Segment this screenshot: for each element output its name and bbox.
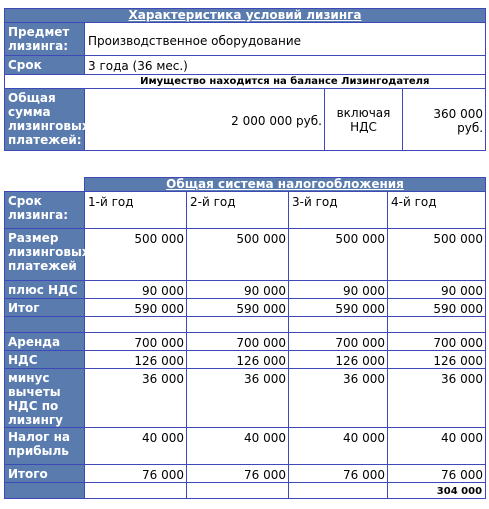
row-label-total: Итого xyxy=(5,465,85,483)
cell-plus-vat-y4: 90 000 xyxy=(388,281,486,299)
subject-value: Производственное оборудование xyxy=(85,23,486,56)
row-label-rent: Аренда xyxy=(5,333,85,351)
cell-profit-tax-y4: 40 000 xyxy=(388,428,486,465)
total-payments-value: 2 000 000 руб. xyxy=(85,89,325,151)
balance-note-spacer xyxy=(5,75,85,89)
table-row xyxy=(5,317,486,333)
cell-plus-vat-y1: 90 000 xyxy=(85,281,187,299)
grand-total-value: 304 000 xyxy=(388,483,486,499)
cell-rent-y4: 700 000 xyxy=(388,333,486,351)
cell-total-y1: 76 000 xyxy=(85,465,187,483)
subject-label: Предмет лизинга: xyxy=(5,23,85,56)
year-1-header: 1-й год xyxy=(85,192,187,229)
cell-vat-deduction-y4: 36 000 xyxy=(388,369,486,428)
cell-profit-tax-y2: 40 000 xyxy=(187,428,289,465)
cell-vat-y2: 126 000 xyxy=(187,351,289,369)
grand-total-spacer-3 xyxy=(289,483,388,499)
row-label-plus-vat: плюс НДС xyxy=(5,281,85,299)
lease-terms-table xyxy=(4,8,486,151)
table-row xyxy=(5,299,486,317)
cell-vat-y4: 126 000 xyxy=(388,351,486,369)
cell-empty-y2 xyxy=(187,317,289,333)
cell-rent-y3: 700 000 xyxy=(289,333,388,351)
cell-total-y2: 76 000 xyxy=(187,465,289,483)
grand-total-spacer-1 xyxy=(85,483,187,499)
term-value: 3 года (36 мес.) xyxy=(85,56,486,75)
table-row xyxy=(5,483,486,499)
vat-value: 360 000 руб. xyxy=(403,89,486,151)
row-label-profit-tax: Налог на прибыль xyxy=(5,428,85,465)
year-2-header: 2-й год xyxy=(187,192,289,229)
cell-rent-y2: 700 000 xyxy=(187,333,289,351)
lease-term-label: Срок лизинга: xyxy=(5,192,85,229)
cell-vat-deduction-y1: 36 000 xyxy=(85,369,187,428)
row-label-vat-deduction: минус вычеты НДС по лизингу xyxy=(5,369,85,428)
cell-subtotal-y1: 590 000 xyxy=(85,299,187,317)
total-payments-label: Общая сумма лизинговых платежей: xyxy=(5,89,85,151)
cell-payments-y1: 500 000 xyxy=(85,229,187,281)
cell-payments-y3: 500 000 xyxy=(289,229,388,281)
cell-vat-deduction-y3: 36 000 xyxy=(289,369,388,428)
table-row xyxy=(5,333,486,351)
row-label-payments: Размер лизинговых платежей xyxy=(5,229,85,281)
cell-payments-y4: 500 000 xyxy=(388,229,486,281)
balance-note: Имущество находится на балансе Лизингодателя xyxy=(85,75,486,89)
row-label-empty xyxy=(5,317,85,333)
cell-vat-y3: 126 000 xyxy=(289,351,388,369)
cell-vat-y1: 126 000 xyxy=(85,351,187,369)
cell-rent-y1: 700 000 xyxy=(85,333,187,351)
cell-payments-y2: 500 000 xyxy=(187,229,289,281)
table-row xyxy=(5,465,486,483)
table-row xyxy=(5,428,486,465)
cell-profit-tax-y1: 40 000 xyxy=(85,428,187,465)
year-3-header: 3-й год xyxy=(289,192,388,229)
row-label-subtotal: Итог xyxy=(5,299,85,317)
table-row xyxy=(5,369,486,428)
row-label-vat: НДС xyxy=(5,351,85,369)
tax-title-spacer xyxy=(5,178,85,192)
cell-profit-tax-y3: 40 000 xyxy=(289,428,388,465)
cell-vat-deduction-y2: 36 000 xyxy=(187,369,289,428)
tax-system-title: Общая система налогообложения xyxy=(85,178,486,192)
cell-empty-y1 xyxy=(85,317,187,333)
term-label: Срок xyxy=(5,56,85,75)
cell-total-y4: 76 000 xyxy=(388,465,486,483)
cell-plus-vat-y3: 90 000 xyxy=(289,281,388,299)
lease-terms-title: Характеристика условий лизинга xyxy=(5,9,486,23)
cell-subtotal-y3: 590 000 xyxy=(289,299,388,317)
table-row xyxy=(5,351,486,369)
vat-included-label: включая НДС xyxy=(325,89,403,151)
grand-total-spacer-2 xyxy=(187,483,289,499)
cell-total-y3: 76 000 xyxy=(289,465,388,483)
cell-empty-y3 xyxy=(289,317,388,333)
year-4-header: 4-й год xyxy=(388,192,486,229)
tax-system-table xyxy=(4,177,486,499)
cell-subtotal-y4: 590 000 xyxy=(388,299,486,317)
cell-plus-vat-y2: 90 000 xyxy=(187,281,289,299)
cell-subtotal-y2: 590 000 xyxy=(187,299,289,317)
table-row xyxy=(5,229,486,281)
table-row xyxy=(5,281,486,299)
cell-empty-y4 xyxy=(388,317,486,333)
grand-total-label-spacer xyxy=(5,483,85,499)
